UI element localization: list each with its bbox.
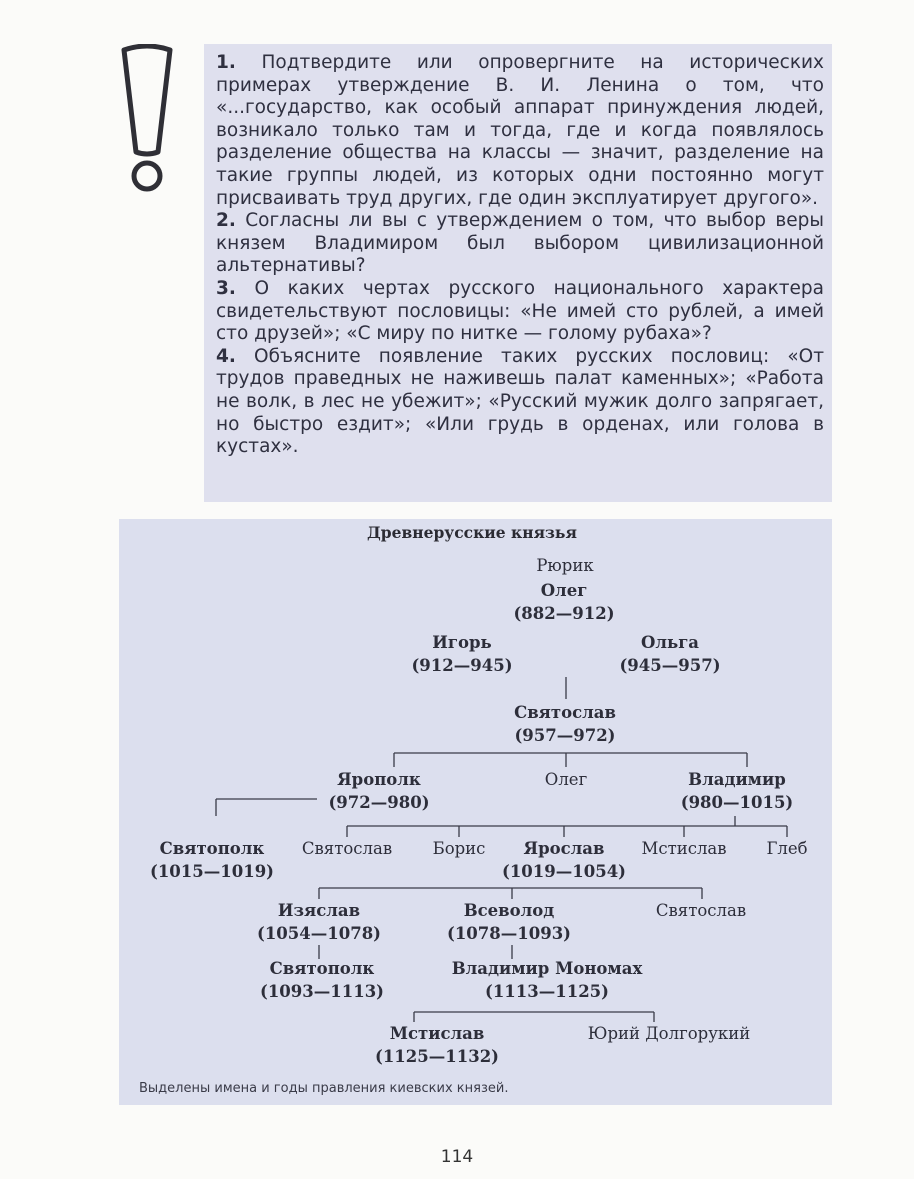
node-yuri-dolgoruky: Юрий Долгорукий [587,1024,751,1043]
node-mstislav: Мстислав [641,839,727,858]
node-svyatoslav-3: Святослав [655,901,747,920]
family-tree [119,519,832,1105]
node-izyaslav: Изяслав (1054—1078) [257,901,381,943]
node-rurik: Рюрик [536,556,594,575]
question-1: 1. Подтвердите или опровергните на исторических примерах утверждение В. И. Ленина о том, что «...государство, как особый аппарат принуждения людей, возникало только там и тогда, где и когда появлялось разделение общества на классы — значит, разделение на такие группы людей, из которых одни постоянно могут присваивать труд других, где один эксплуатирует другого». [216,52,824,209]
node-svyatoslav: Святослав (957—972) [514,703,616,745]
node-gleb: Глеб [766,839,808,858]
question-3: 3. О каких чертах русского национального характера свидетельствуют пословицы: «Не имей сто рублей, а имей сто друзей»; «С миру по нитке — голому рубаха»? [216,277,824,345]
node-svyatoslav-2: Святослав [301,839,393,858]
question-2: 2. Согласны ли вы с утверждением о том, что выбор веры князем Владимиром был выбором цивилизационной альтернативы? [216,210,824,277]
page-number: 114 [440,1147,474,1167]
node-oleg-2: Олег [544,770,588,789]
tree-footnote: Выделены имена и годы правления киевских князей. [139,1081,509,1096]
question-4: 4. Объясните появление таких русских пословиц: «От трудов праведных не наживешь палат каменных»; «Работа не волк, в лес не убежит»; «Русский мужик долго запрягает, но быстро ездит»; «Или грудь в орденах, или голова в кустах». [216,345,824,458]
node-olga: Ольга (945—957) [619,633,721,675]
node-vladimir-monomakh: Владимир Мономах (1113—1125) [451,959,643,1001]
node-igor: Игорь (912—945) [411,633,513,675]
node-boris: Борис [432,839,486,858]
node-yaroslav: Ярослав (1019—1054) [502,839,626,881]
questions-box [204,44,832,502]
tree-title: Древнерусские князья [367,523,577,542]
node-vsevolod: Всеволод (1078—1093) [447,901,571,943]
node-svyatopolk-2: Святополк (1093—1113) [260,959,384,1001]
node-mstislav-2: Мстислав (1125—1132) [375,1024,499,1066]
node-vladimir: Владимир (980—1015) [680,770,794,812]
node-oleg: Олег (882—912) [513,581,615,623]
node-svyatopolk: Святополк (1015—1019) [150,839,274,881]
node-yaropolk: Ярополк (972—980) [328,770,430,812]
exclamation-icon [118,44,176,194]
